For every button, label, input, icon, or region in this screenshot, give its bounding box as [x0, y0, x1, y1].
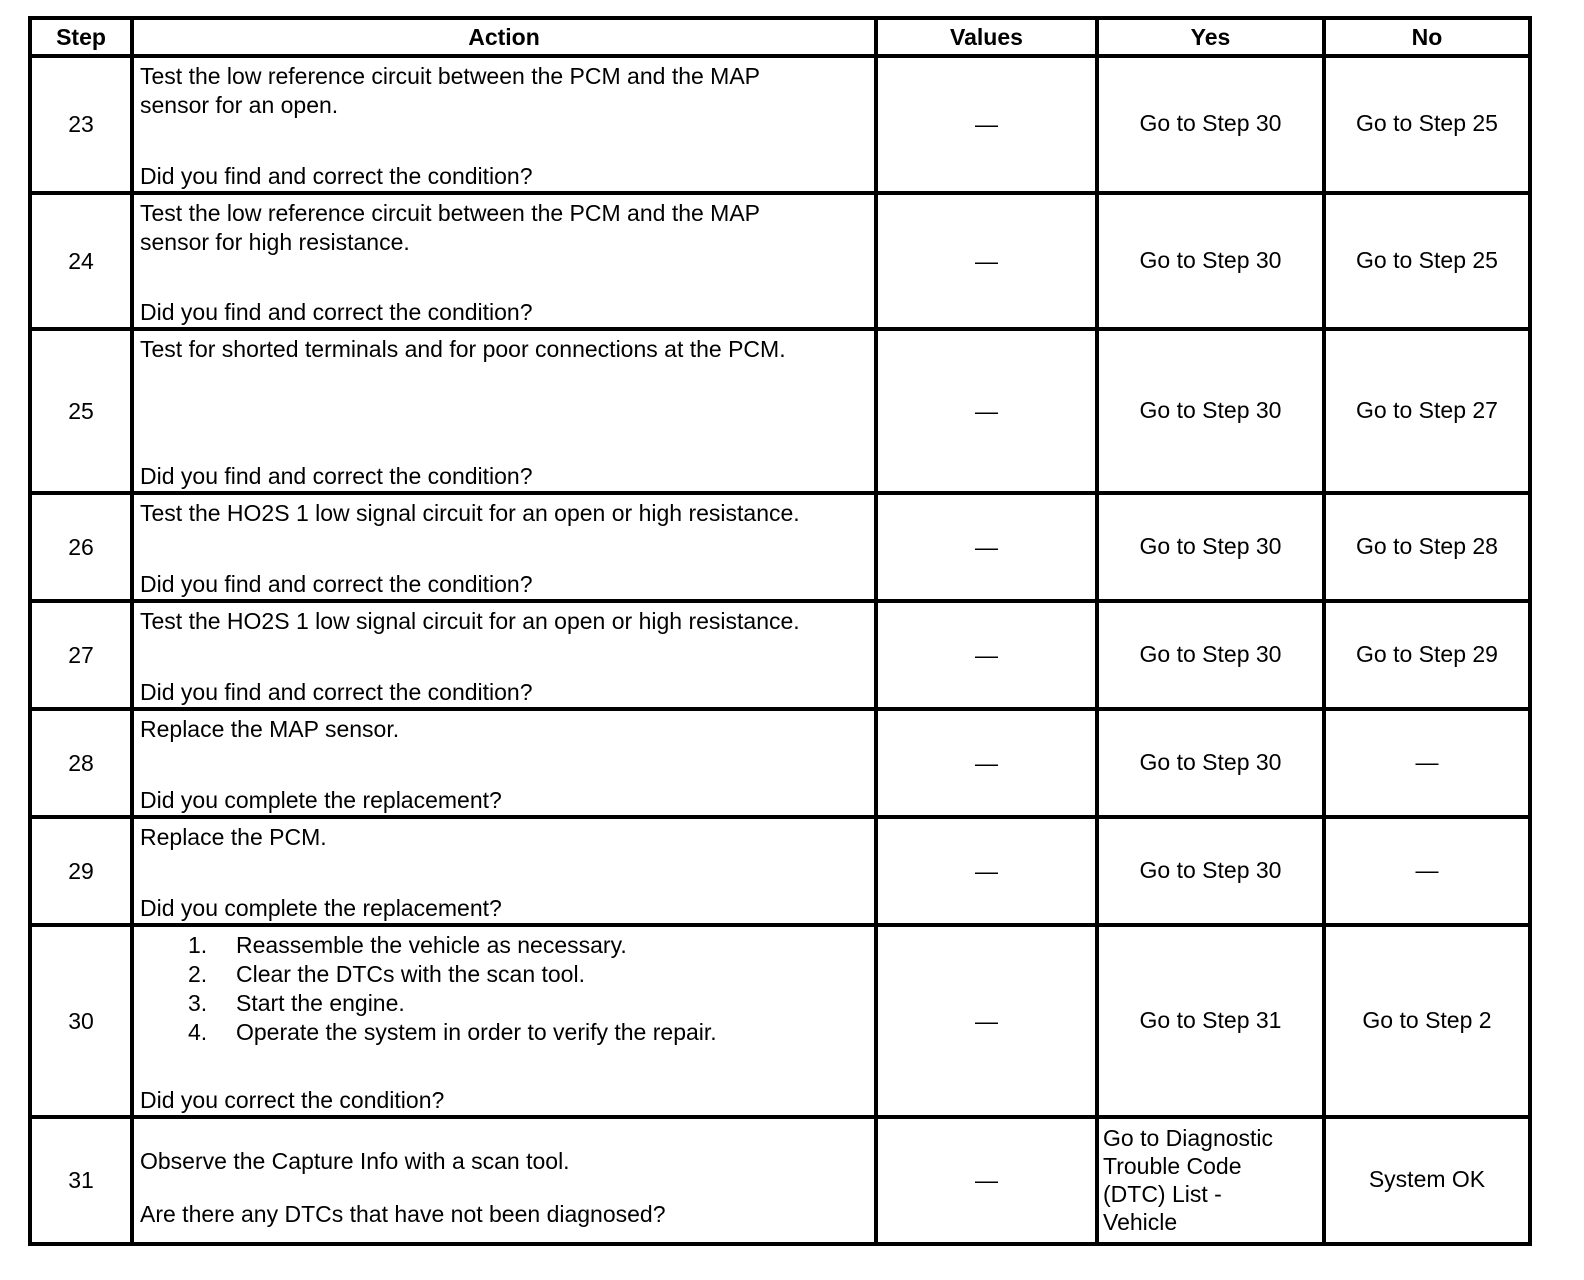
table-row [30, 817, 1530, 925]
no-cell: Go to Step 25 [1324, 193, 1530, 329]
action-text: Test the low reference circuit between the PCM and the MAP sensor for high resistance. [140, 200, 761, 255]
action-text: Replace the MAP sensor. [140, 716, 400, 742]
action-question: Did you complete the replacement? [140, 787, 502, 813]
yes-cell: Go to Step 30 [1097, 709, 1324, 817]
yes-cell: Go to Step 30 [1097, 817, 1324, 925]
step-number: 30 [30, 925, 132, 1117]
header-no: No [1324, 18, 1530, 56]
step-number: 29 [30, 817, 132, 925]
values-cell: — [876, 601, 1097, 709]
action-cell [132, 817, 876, 925]
step-number: 25 [30, 329, 132, 493]
yes-cell: Go to Step 30 [1097, 329, 1324, 493]
no-cell: System OK [1324, 1117, 1530, 1244]
diagnostic-table [28, 16, 1532, 1246]
values-cell: — [876, 925, 1097, 1117]
list-text: Reassemble the vehicle as necessary. [236, 932, 627, 958]
header-values: Values [876, 18, 1097, 56]
no-cell: Go to Step 28 [1324, 493, 1530, 601]
action-question: Did you correct the condition? [140, 1087, 445, 1113]
action-cell [132, 1117, 876, 1244]
yes-cell [1097, 1117, 1324, 1244]
action-question: Did you find and correct the condition? [140, 571, 533, 597]
table-row [30, 493, 1530, 601]
action-text: Replace the PCM. [140, 824, 327, 850]
yes-cell: Go to Step 30 [1097, 56, 1324, 193]
values-cell: — [876, 1117, 1097, 1244]
action-text: Test the low reference circuit between the PCM and the MAP sensor for an open. [140, 63, 761, 118]
action-text: Test the HO2S 1 low signal circuit for an open or high resistance. [140, 608, 800, 634]
list-item [188, 931, 868, 960]
table-row [30, 193, 1530, 329]
action-text: Test for shorted terminals and for poor connections at the PCM. [140, 336, 786, 362]
action-cell [132, 925, 876, 1117]
table-row [30, 1117, 1530, 1244]
action-cell [132, 493, 876, 601]
step-number: 23 [30, 56, 132, 193]
action-cell [132, 56, 876, 193]
list-number: 3. [188, 990, 208, 1016]
procedure-list [140, 931, 868, 1047]
yes-cell: Go to Step 30 [1097, 601, 1324, 709]
step-number: 28 [30, 709, 132, 817]
list-number: 2. [188, 961, 208, 987]
step-number: 24 [30, 193, 132, 329]
table-row [30, 709, 1530, 817]
yes-cell: Go to Step 30 [1097, 193, 1324, 329]
list-number: 1. [188, 932, 208, 958]
header-yes: Yes [1097, 18, 1324, 56]
no-cell: Go to Step 29 [1324, 601, 1530, 709]
table-row [30, 925, 1530, 1117]
step-number: 27 [30, 601, 132, 709]
action-question: Did you find and correct the condition? [140, 463, 533, 489]
values-cell: — [876, 709, 1097, 817]
no-cell: — [1324, 817, 1530, 925]
action-cell [132, 601, 876, 709]
list-item [188, 960, 868, 989]
action-question: Are there any DTCs that have not been diagnosed? [140, 1200, 666, 1227]
action-cell [132, 193, 876, 329]
no-cell: Go to Step 25 [1324, 56, 1530, 193]
list-text: Clear the DTCs with the scan tool. [236, 961, 585, 987]
action-cell [132, 709, 876, 817]
yes-cell: Go to Step 31 [1097, 925, 1324, 1117]
action-text: Test the HO2S 1 low signal circuit for an open or high resistance. [140, 500, 800, 526]
action-question: Did you find and correct the condition? [140, 299, 533, 325]
table-row [30, 601, 1530, 709]
list-item [188, 1018, 868, 1047]
action-question: Did you find and correct the condition? [140, 679, 533, 705]
yes-link-text: Go to Diagnostic Trouble Code (DTC) List - Vehicle [1103, 1124, 1274, 1235]
values-cell: — [876, 193, 1097, 329]
values-cell: — [876, 493, 1097, 601]
table-row [30, 56, 1530, 193]
header-row [30, 18, 1530, 56]
no-cell: — [1324, 709, 1530, 817]
header-action: Action [132, 18, 876, 56]
values-cell: — [876, 329, 1097, 493]
list-text: Start the engine. [236, 990, 405, 1016]
list-text: Operate the system in order to verify the repair. [236, 1019, 717, 1045]
yes-cell: Go to Step 30 [1097, 493, 1324, 601]
table-row [30, 329, 1530, 493]
step-number: 26 [30, 493, 132, 601]
action-cell [132, 329, 876, 493]
header-step: Step [30, 18, 132, 56]
action-question: Did you complete the replacement? [140, 895, 502, 921]
no-cell: Go to Step 27 [1324, 329, 1530, 493]
list-number: 4. [188, 1019, 208, 1045]
action-text: Observe the Capture Info with a scan tool. [140, 1147, 570, 1174]
action-question: Did you find and correct the condition? [140, 163, 533, 189]
values-cell: — [876, 817, 1097, 925]
step-number: 31 [30, 1117, 132, 1244]
values-cell: — [876, 56, 1097, 193]
list-item [188, 989, 868, 1018]
no-cell: Go to Step 2 [1324, 925, 1530, 1117]
